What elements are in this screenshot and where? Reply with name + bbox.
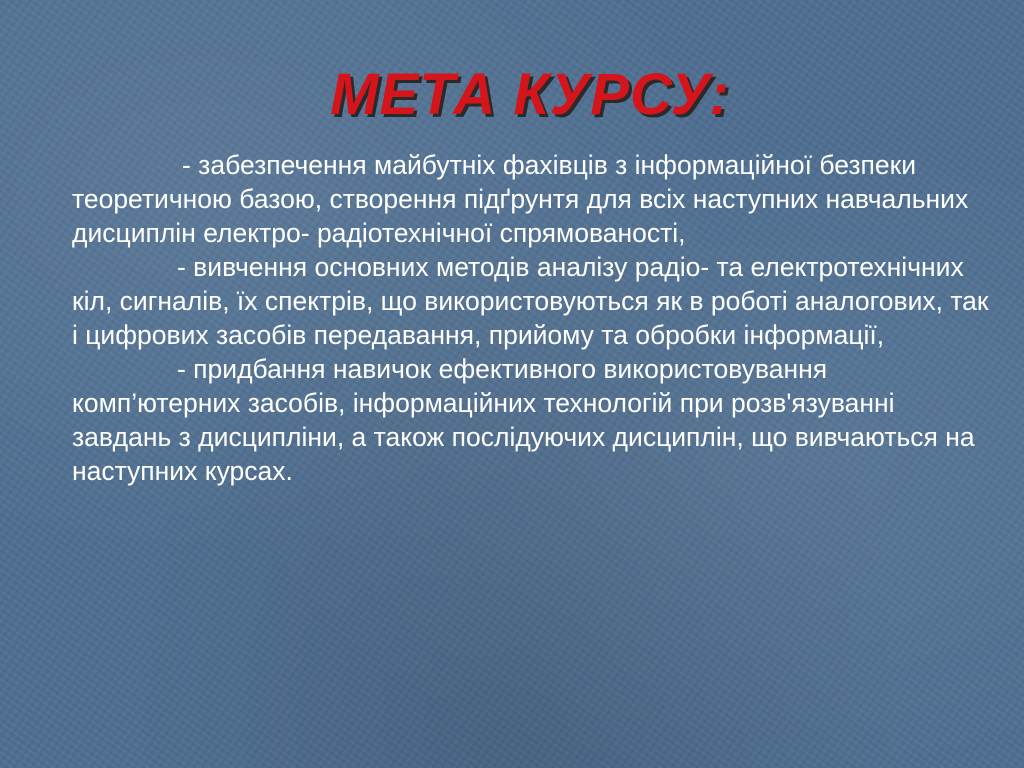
slide-body <box>72 148 992 488</box>
slide-title: МЕТА КУРСУ: <box>330 62 730 127</box>
goal-paragraph-1: - забезпечення майбутніх фахівців з інформаційної безпеки теоретичною базою, створення підґрунтя для всіх наступних навчальних дисциплін електро- радіотехнічної спрямованості, <box>72 150 969 248</box>
goal-paragraph-3: - придбання навичок ефективного використовування комп’ютерних засобів, інформаційних технологій при розв'язуванні завдань з дисципліни, а також послідуючих дисциплін, що вивчаються на наступних курсах. <box>72 354 975 486</box>
goal-paragraph-2: - вивчення основних методів аналізу радіо- та електротехнічних кіл, сигналів, їх спектрів, що використовуються як в роботі аналогових, так і цифрових засобів передавання, прийому та обробки інформації, <box>72 252 989 350</box>
